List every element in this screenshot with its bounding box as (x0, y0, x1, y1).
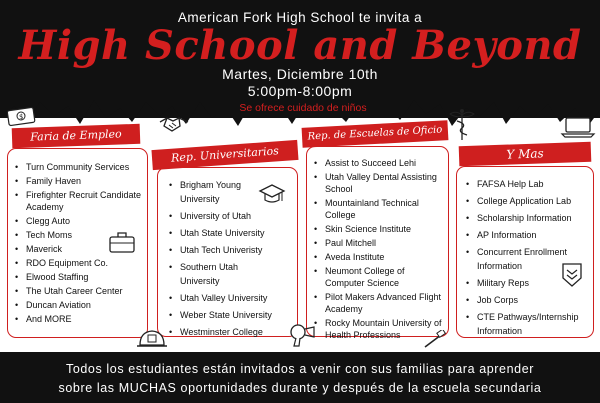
list-item: • Paul Mitchell (325, 237, 445, 249)
list-item: • Utah Valley University (180, 291, 293, 305)
firefighter-helmet-icon (136, 327, 168, 351)
briefcase-icon (108, 230, 136, 254)
trade-schools-list (311, 157, 445, 341)
event-date: Martes, Diciembre 10th (222, 66, 378, 82)
toothbrush-icon (423, 330, 447, 350)
military-badge-icon (560, 262, 584, 288)
graduation-cap-icon (258, 182, 286, 208)
list-item: • CTE Pathways/Internship Information (477, 310, 591, 338)
list-item: • Utah Tech Univeristy (180, 243, 293, 257)
dollar-bill-icon (6, 106, 36, 128)
list-item: • The Utah Career Center (26, 285, 143, 297)
column-heading-trade-schools: Rep. de Escuelas de Oficio (302, 120, 449, 148)
list-item: • AP Information (477, 228, 591, 242)
caduceus-icon (449, 108, 475, 142)
footer-message-line-1: Todos los estudiantes están invitados a venir con sus familias para aprender (65, 362, 535, 376)
list-item: • Assist to Succeed Lehi (325, 157, 445, 169)
list-item: • RDO Equipment Co. (26, 257, 143, 269)
column-heading-and-more: Y Mas (459, 142, 592, 167)
list-item: • Skin Science Institute (325, 223, 445, 235)
list-item: • Elwood Staffing (26, 271, 143, 283)
list-item: • And MORE (26, 313, 143, 325)
invite-line: American Fork High School te invita a (177, 10, 423, 25)
column-heading-job-fair: Faria de Empleo (12, 124, 141, 148)
list-item: • FAFSA Help Lab (477, 177, 591, 191)
list-item: • Brigham Young University (180, 178, 262, 206)
hair-dryer-icon (288, 323, 316, 347)
column-heading-university-reps: Rep. Universitarios (151, 140, 298, 170)
list-item: • Military Reps (477, 276, 591, 290)
event-time: 5:00pm-8:00pm (247, 83, 353, 99)
list-item: • Concurrent Enrollment Information (477, 245, 589, 273)
list-item: • Aveda Institute (325, 251, 445, 263)
and-more-list (463, 177, 591, 338)
list-item: • Scholarship Information (477, 211, 591, 225)
list-item: • Rocky Mountain University of Health Professions (325, 317, 445, 341)
event-title: High School and Beyond (18, 22, 582, 69)
list-item: • College Application Lab (477, 194, 591, 208)
list-item: • Clegg Auto (26, 215, 143, 227)
trade-schools-card (306, 146, 449, 340)
childcare-notice: Se ofrece cuidado de niños (210, 102, 396, 115)
list-item: • Firefighter Recruit Candidate Academy (26, 189, 143, 213)
svg-text:$: $ (19, 113, 24, 121)
list-item: • Family Haven (26, 175, 143, 187)
list-item: • Utah Valley Dental Assisting School (325, 171, 445, 195)
list-item: • Tech Moms (26, 229, 143, 241)
list-item: • Mountainland Technical College (325, 197, 445, 221)
list-item: • Pilot Makers Advanced Flight Academy (325, 291, 445, 315)
list-item: • Weber State University (180, 308, 293, 322)
and-more-card (456, 166, 594, 338)
list-item: • Westminster College (180, 325, 293, 339)
list-item: • Duncan Aviation (26, 299, 143, 311)
list-item: • University of Utah (180, 209, 293, 223)
list-item: • Turn Community Services (26, 161, 143, 173)
list-item: • Southern Utah University (180, 260, 262, 288)
footer-message-line-2: sobre las MUCHAS oportunidades durante y después de la escuela secundaria (58, 381, 542, 395)
laptop-icon (560, 116, 596, 138)
list-item: • Job Corps (477, 293, 591, 307)
handshake-icon (158, 112, 190, 134)
list-item: • Utah State University (180, 226, 293, 240)
list-item: • Neumont College of Computer Science (325, 265, 445, 289)
list-item: • Maverick (26, 243, 143, 255)
footer-banner (0, 352, 600, 403)
